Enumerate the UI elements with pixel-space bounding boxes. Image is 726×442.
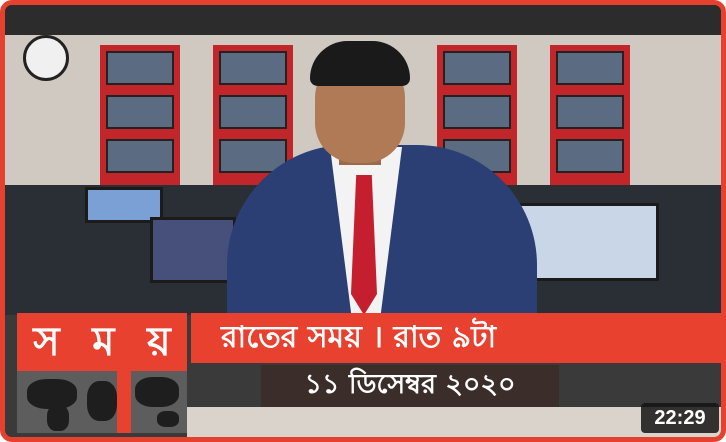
headline-banner <box>191 313 726 363</box>
logo-letter: স <box>33 319 60 365</box>
date-banner <box>261 365 559 407</box>
channel-logo <box>17 313 187 371</box>
world-map-icon <box>17 371 187 433</box>
desk-screen <box>150 217 236 283</box>
logo-letter: য় <box>147 319 171 365</box>
monitor-wall-panel <box>550 45 630 205</box>
logo-accent-bar <box>117 371 131 433</box>
clock-icon <box>23 35 69 81</box>
headline-text: রাতের সময় । রাত ৯টা <box>221 319 497 355</box>
logo-letter: ম <box>92 319 115 365</box>
monitor-wall-panel <box>100 45 180 205</box>
anchor-hair <box>310 41 410 86</box>
video-duration-badge: 22:29 <box>641 403 719 433</box>
ceiling <box>5 5 721 35</box>
date-text: ১১ ডিসেম্বর ২০২০ <box>304 368 516 400</box>
